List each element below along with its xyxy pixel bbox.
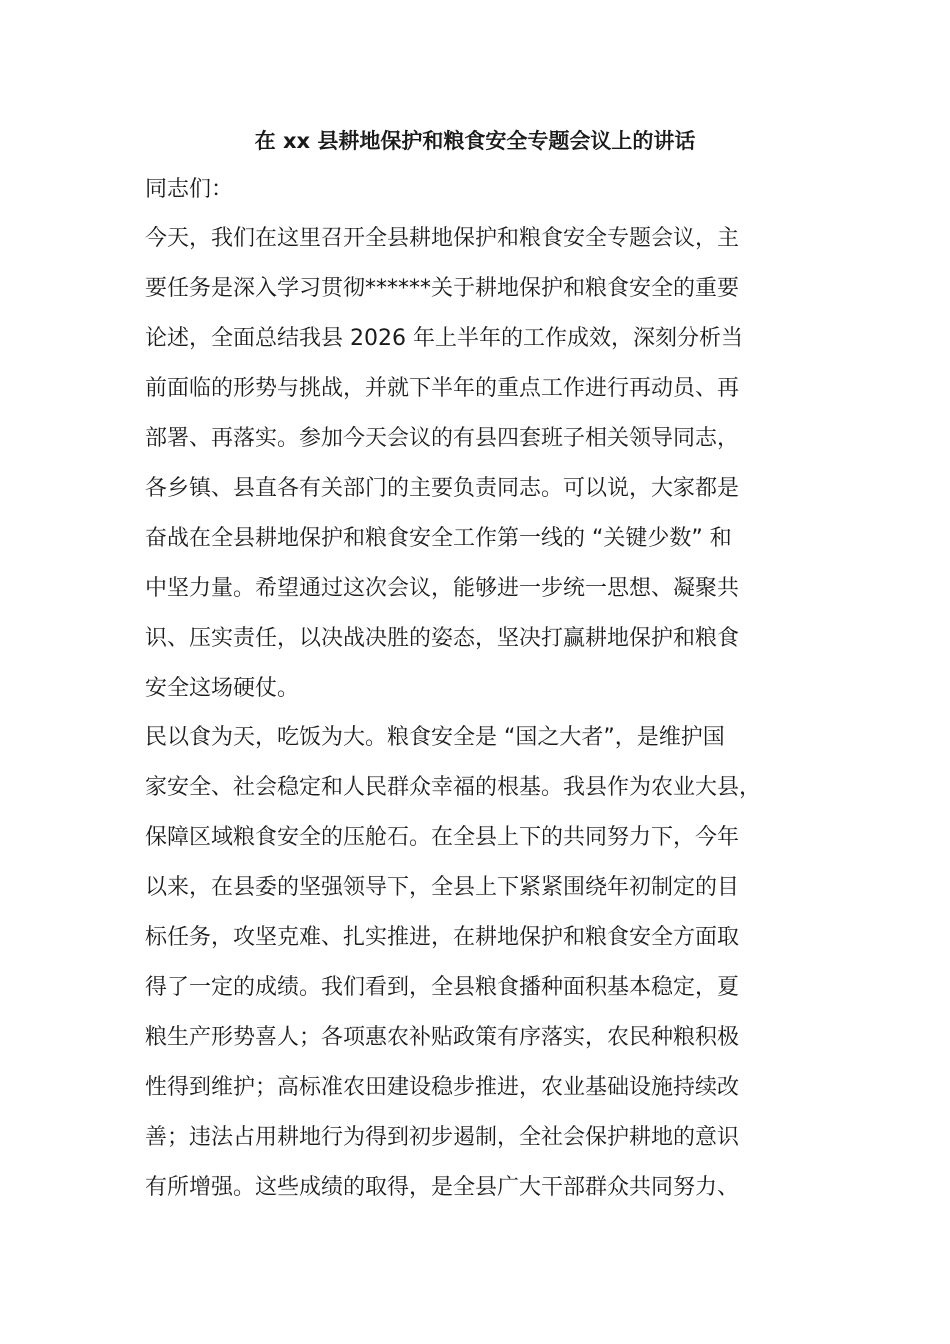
text-line: 今天，我们在这里召开全县耕地保护和粮食安全专题会议，主	[145, 226, 740, 251]
text-line: 前面临的形势与挑战，并就下半年的重点工作进行再动员、再	[145, 376, 740, 401]
text-line: 各乡镇、县直各有关部门的主要负责同志。可以说，大家都是	[145, 476, 740, 501]
text-line: 善；违法占用耕地行为得到初步遏制，全社会保护耕地的意识	[145, 1125, 740, 1150]
text-line: 标任务，攻坚克难、扎实推进，在耕地保护和粮食安全方面取	[145, 925, 740, 950]
text-line: 性得到维护；高标准农田建设稳步推进，农业基础设施持续改	[145, 1075, 740, 1100]
text-line: 家安全、社会稳定和人民群众幸福的根基。我县作为农业大县，	[145, 775, 762, 800]
text-line: 奋战在全县耕地保护和粮食安全工作第一线的 “关键少数” 和	[145, 526, 732, 551]
text-line: 中坚力量。希望通过这次会议，能够进一步统一思想、凝聚共	[145, 576, 740, 601]
text-line: 民以食为天，吃饭为大。粮食安全是 “国之大者”，是维护国	[145, 725, 725, 750]
text-line: 部署、再落实。参加今天会议的有县四套班子相关领导同志，	[145, 426, 740, 451]
text-line: 粮生产形势喜人；各项惠农补贴政策有序落实，农民种粮积极	[145, 1025, 740, 1050]
document-title: 在 xx 县耕地保护和粮食安全专题会议上的讲话	[254, 129, 696, 153]
salutation: 同志们：	[145, 177, 234, 202]
text-line: 识、压实责任，以决战决胜的姿态，坚决打赢耕地保护和粮食	[145, 626, 740, 651]
text-line: 以来，在县委的坚强领导下，全县上下紧紧围绕年初制定的目	[145, 875, 740, 900]
text-line: 要任务是深入学习贯彻******关于耕地保护和粮食安全的重要	[145, 276, 740, 301]
text-line: 保障区域粮食安全的压舱石。在全县上下的共同努力下，今年	[145, 825, 740, 850]
text-line: 有所增强。这些成绩的取得，是全县广大干部群众共同努力、	[145, 1175, 740, 1200]
text-line: 安全这场硬仗。	[145, 676, 300, 701]
text-line: 论述，全面总结我县 2026 年上半年的工作成效，深刻分析当	[145, 326, 743, 351]
text-line: 得了一定的成绩。我们看到，全县粮食播种面积基本稳定，夏	[145, 975, 740, 1000]
